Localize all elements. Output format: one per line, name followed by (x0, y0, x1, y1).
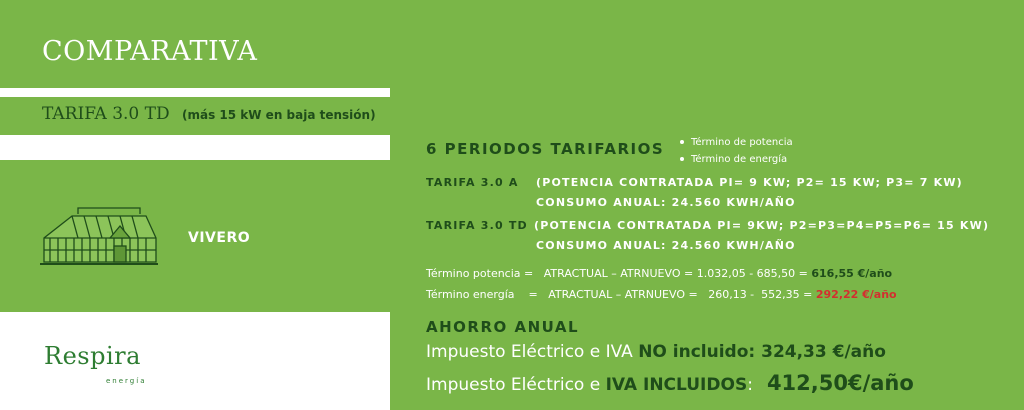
tarifa-td-label: TARIFA 3.0 TD (426, 219, 528, 232)
ahorro-title: AHORRO ANUAL (426, 318, 580, 336)
page-title: COMPARATIVA (42, 36, 258, 67)
bullet-text: Término de potencia (691, 137, 793, 148)
tarifa-td-potencia: (POTENCIA CONTRATADA PI= 9KW; P2=P3=P4=P5=P6= 15 KW) (534, 219, 990, 232)
calc-potencia-row (426, 267, 892, 280)
tarifa-title: TARIFA 3.0 TD (42, 104, 170, 124)
tarifa-a-consumo: CONSUMO ANUAL: 24.560 KWH/AÑO (536, 196, 796, 209)
tarifa-td-consumo: CONSUMO ANUAL: 24.560 KWH/AÑO (536, 239, 796, 252)
ahorro-line2-value: 412,50€/año (766, 371, 914, 395)
ahorro-line-incluidos (426, 371, 914, 395)
calc-potencia-value: 616,55 €/año (811, 267, 893, 280)
bullet-dot-icon (680, 140, 684, 144)
logo-wordmark: Respira (44, 342, 141, 370)
bullet-text: Término de energía (691, 154, 788, 165)
greenhouse-icon (38, 202, 160, 268)
bullet-dot-icon (680, 157, 684, 161)
ahorro-line1-value: NO incluido: 324,33 €/año (638, 342, 886, 362)
tarifa-subtitle: (más 15 kW en baja tensión) (182, 108, 376, 122)
ahorro-line2-colon: : (747, 375, 753, 395)
calc-energia-row (426, 288, 897, 301)
bullet-item (680, 137, 793, 148)
ahorro-line1-text: Impuesto Eléctrico e IVA (426, 342, 639, 362)
bullet-item (680, 154, 787, 165)
ahorro-line2-bold: IVA INCLUIDOS (605, 375, 748, 395)
ahorro-line2-text: Impuesto Eléctrico e (426, 375, 606, 395)
respira-logo (44, 342, 141, 370)
calc-energia-text: Término energía = ATRACTUAL – ATRNUEVO = 260,13 - 552,35 = (426, 288, 816, 301)
periodos-title: 6 PERIODOS TARIFARIOS (426, 140, 665, 158)
calc-potencia-text: Término potencia = ATRACTUAL – ATRNUEVO = 1.032,05 - 685,50 = (426, 267, 812, 280)
calc-energia-value: 292,22 €/año (815, 288, 897, 301)
logo-subtitle: energía (106, 377, 147, 385)
tarifa-a-label: TARIFA 3.0 A (426, 176, 519, 189)
ahorro-line-no-incluido (426, 342, 886, 362)
tarifa-a-potencia: (POTENCIA CONTRATADA PI= 9 KW; P2= 15 KW; P3= 7 KW) (536, 176, 963, 189)
vivero-label: VIVERO (188, 230, 251, 246)
